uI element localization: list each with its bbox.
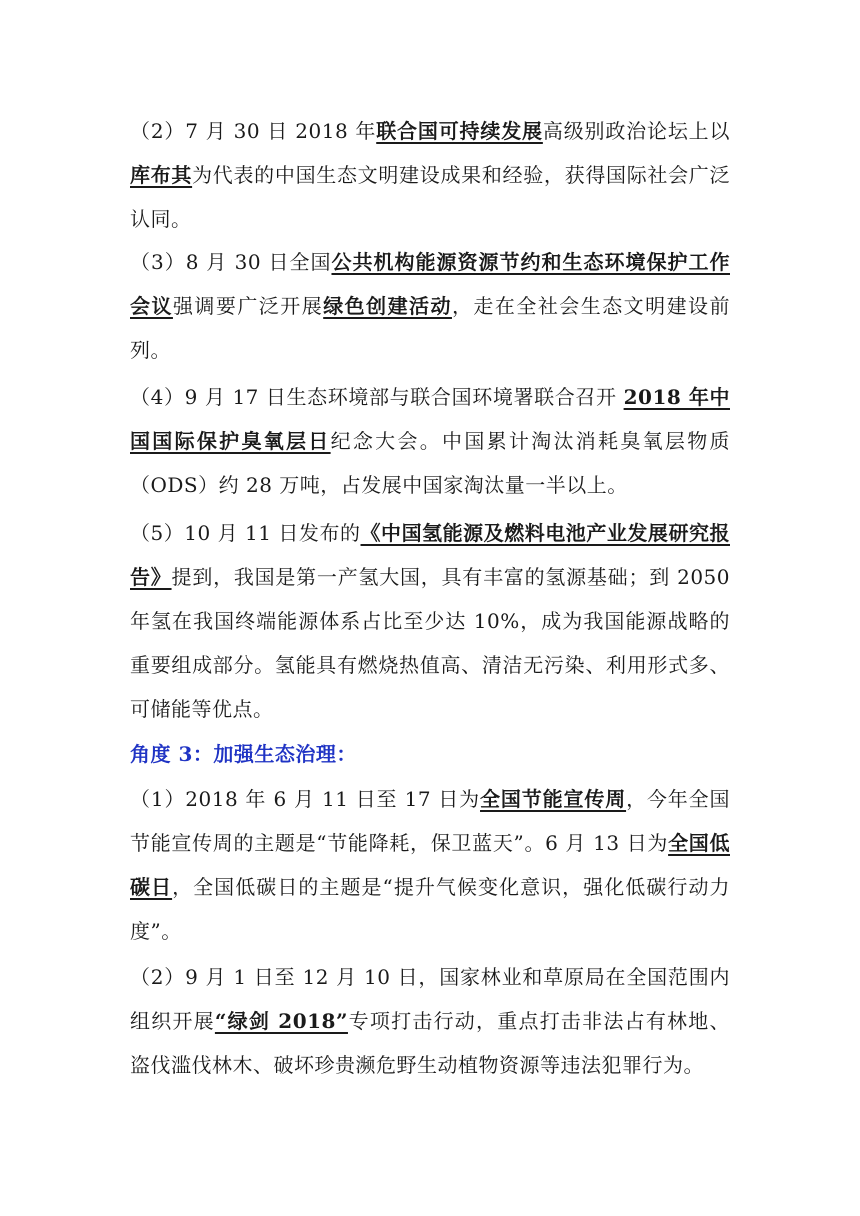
paragraph-item-4 [130,375,730,507]
paragraph-section3-item-2 [130,955,730,1087]
paragraph-item-3 [130,240,730,372]
text-segment: （1）2018 年 6 月 11 日至 17 日为 [130,787,481,811]
text-segment: ，走在全社会生态文明建设前列。 [130,294,731,362]
underlined-term: 库布其 [130,163,193,187]
underlined-term: 全国节能宣传周 [480,787,627,811]
text-segment: （5）10 月 11 日发布的 [130,521,361,545]
text-segment: （2）9 月 1 日至 12 月 10 日，国家林业和草原局在全国范围内组织开展 [130,965,730,1033]
underlined-term: 2018 年中国国际保护臭氧层日 [130,385,730,453]
text-segment: 提到，我国是第一产氢大国，具有丰富的氢源基础；到 2050 年氢在我国终端能源体系占比至少达 10%，成为我国能源战略的重要组成部分。氢能具有燃烧热值高、清洁无污染、利用形式多、可储能等优点。 [130,565,731,721]
paragraph-item-5 [130,511,730,731]
underlined-term: “绿剑 2018” [214,1009,348,1033]
underlined-term: 公共机构能源资源节约和生态环境保护工作会议 [130,250,730,318]
text-segment: （4）9 月 17 日生态环境部与联合国环境署联合召开 [130,385,624,409]
text-segment: 强调要广泛开展 [172,294,324,318]
text-segment: （3）8 月 30 日全国 [130,250,332,274]
underlined-term: 绿色创建活动 [323,294,452,318]
underlined-term: 联合国可持续发展 [376,119,543,143]
section-heading: 角度 3：加强生态治理： [130,742,357,766]
paragraph-section3-item-1 [130,777,730,953]
text-segment: 为代表的中国生态文明建设成果和经验，获得国际社会广泛认同。 [130,163,731,231]
paragraph-item-2 [130,109,730,241]
text-segment: ，全国低碳日的主题是“提升气候变化意识，强化低碳行动力度”。 [130,875,730,943]
underlined-term: 全国低碳日 [130,831,730,899]
text-segment: 高级别政治论坛上以 [542,119,730,143]
text-segment: 专项打击行动，重点打击非法占有林地、盗伐滥伐林木、破坏珍贵濒危野生动植物资源等违法犯罪行为。 [130,1009,731,1077]
underlined-term: 《中国氢能源及燃料电池产业发展研究报告》 [130,521,730,589]
text-segment: 纪念大会。中国累计淘汰消耗臭氧层物质（ODS）约 28 万吨，占发展中国家淘汰量一半以上。 [130,429,731,497]
text-segment: ，今年全国节能宣传周的主题是“节能降耗，保卫蓝天”。6 月 13 日为 [130,787,731,855]
text-segment: （2）7 月 30 日 2018 年 [130,119,377,143]
